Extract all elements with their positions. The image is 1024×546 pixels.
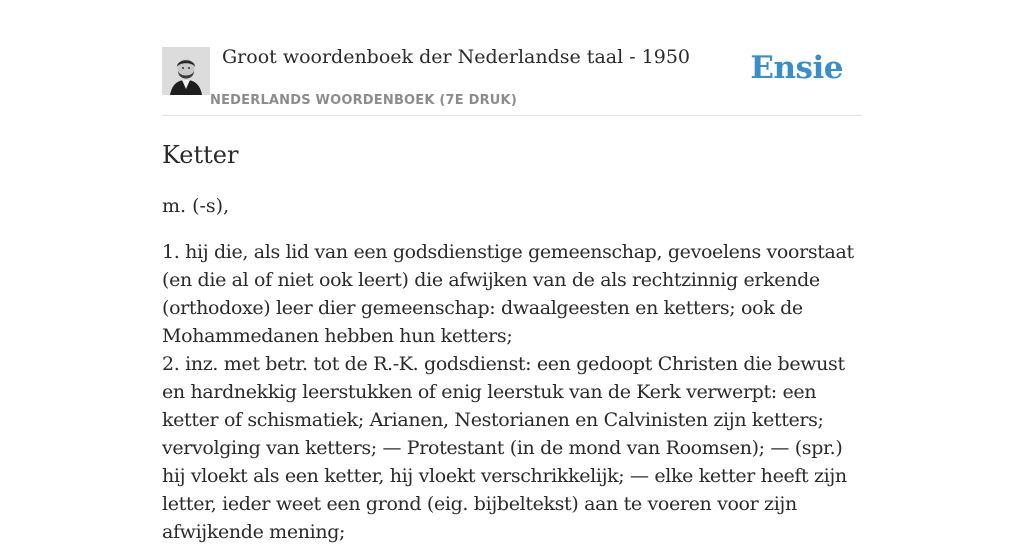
entry-definitions	[162, 238, 862, 546]
portrait-avatar-icon	[162, 47, 210, 95]
entry-grammar: m. (-s),	[162, 195, 230, 217]
content-container	[162, 0, 862, 546]
book-header	[162, 0, 862, 116]
entry-title: Ketter	[162, 141, 239, 169]
author-avatar[interactable]	[162, 47, 210, 95]
book-subtitle[interactable]: NEDERLANDS WOORDENBOEK (7E DRUK)	[210, 93, 517, 108]
book-title[interactable]: Groot woordenboek der Nederlandse taal - 1950	[222, 46, 691, 68]
definition-1: 1. hij die, als lid van een godsdienstige gemeenschap, gevoelens voorstaat (en die al of niet ook leert) die afwijken van de als rechtzinnig erkende (orthodoxe) leer dier gemeenschap: dwaalgeesten en ketters; ook de Mohammedanen hebben hun ketters;	[162, 241, 854, 347]
ensie-logo[interactable]: Ensie	[750, 50, 843, 86]
definition-2: 2. inz. met betr. tot de R.-K. godsdienst: een gedoopt Christen die bewust en hardnekkig leerstukken of enig leerstuk van de Kerk verwerpt: een ketter of schismatiek; Arianen, Nestorianen en Calvinisten zijn ketters; vervolging van ketters; — Protestant (in de mond van Roomsen); — (spr.) hij vloekt als een ketter, hij vloekt verschrikkelijk; — elke ketter heeft zijn letter, ieder weet een grond (eig. bijbeltekst) aan te voeren voor zijn afwijkende mening;	[162, 353, 847, 543]
